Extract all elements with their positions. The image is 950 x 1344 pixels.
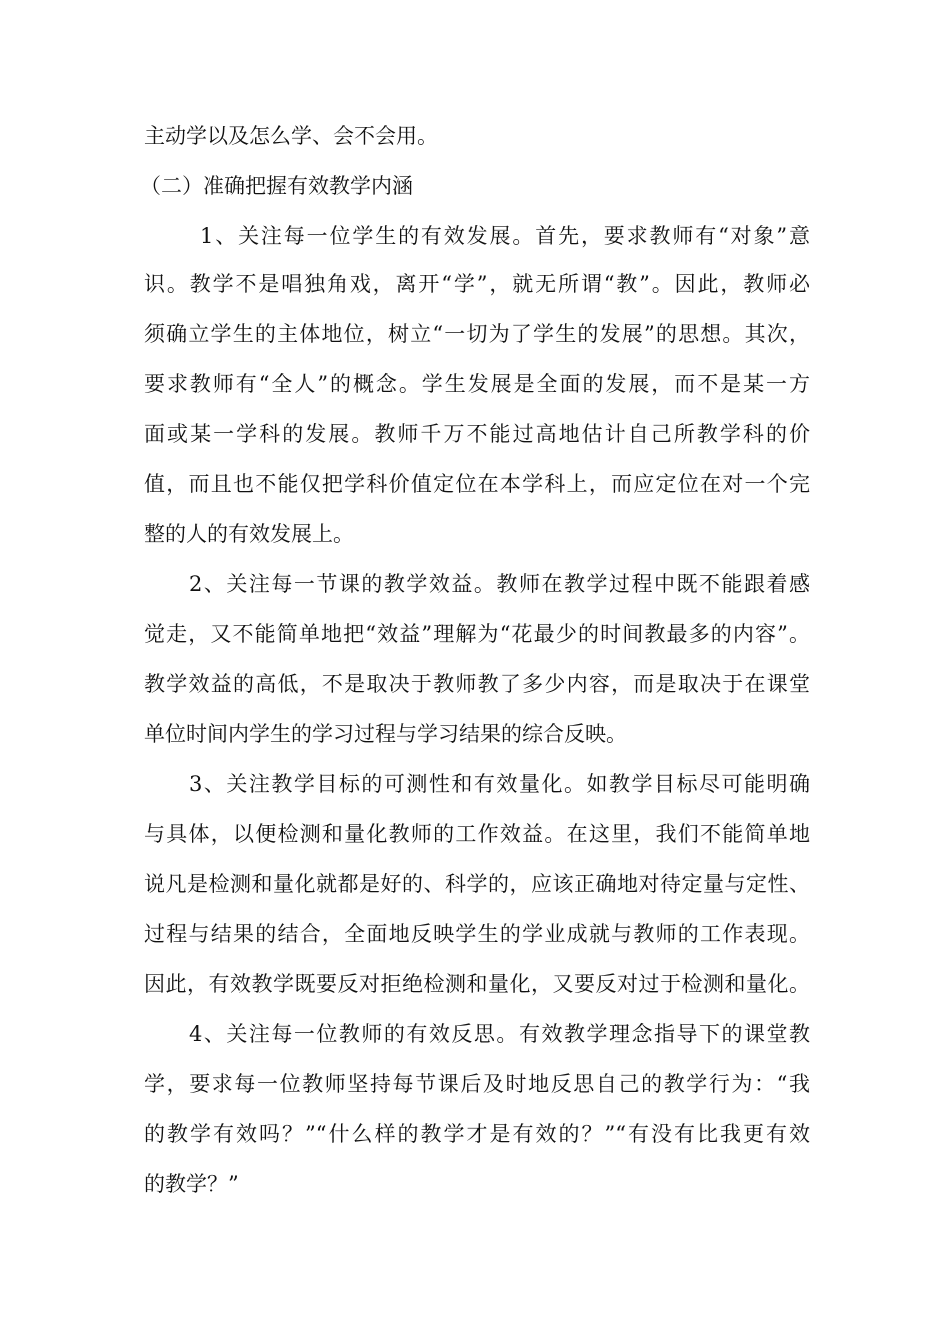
paragraph-4-line: 4、关注每一位教师的有效反思。有效教学理念指导下的课堂教 [189, 1022, 810, 1046]
section-heading: （二）准确把握有效教学内涵 [140, 174, 413, 198]
paragraph-3-line: 过程与结果的结合，全面地反映学生的学业成就与教师的工作表现。 [144, 922, 810, 946]
paragraph-2-line: 教学效益的高低，不是取决于教师教了多少内容，而是取决于在课堂 [144, 672, 810, 696]
paragraph-1-line: 要求教师有“全人”的概念。学生发展是全面的发展，而不是某一方 [144, 372, 810, 396]
paragraph-2-line: 觉走，又不能简单地把“效益”理解为“花最少的时间教最多的内容”。 [144, 622, 810, 646]
text-line: 主动学以及怎么学、会不会用。 [144, 124, 438, 148]
paragraph-3-line: 与具体，以便检测和量化教师的工作效益。在这里，我们不能简单地 [144, 822, 810, 846]
paragraph-3-line: 说凡是检测和量化就都是好的、科学的，应该正确地对待定量与定性、 [144, 872, 810, 896]
paragraph-4-line: 的教学？” [144, 1172, 239, 1196]
paragraph-1-line: 识。教学不是唱独角戏，离开“学”，就无所谓“教”。因此，教师必 [144, 272, 810, 296]
paragraph-4-line: 学，要求每一位教师坚持每节课后及时地反思自己的教学行为：“我 [144, 1072, 810, 1096]
paragraph-1-line: 须确立学生的主体地位，树立“一切为了学生的发展”的思想。其次， [144, 322, 810, 346]
paragraph-3-line: 因此，有效教学既要反对拒绝检测和量化，又要反对过于检测和量化。 [144, 972, 810, 996]
paragraph-2-line: 2、关注每一节课的教学效益。教师在教学过程中既不能跟着感 [189, 572, 810, 596]
paragraph-1-line: 1、关注每一位学生的有效发展。首先，要求教师有“对象”意 [200, 224, 810, 248]
paragraph-3-line: 3、关注教学目标的可测性和有效量化。如教学目标尽可能明确 [189, 772, 810, 796]
paragraph-1-line: 值，而且也不能仅把学科价值定位在本学科上，而应定位在对一个完 [144, 472, 810, 496]
paragraph-2-line: 单位时间内学生的学习过程与学习结果的综合反映。 [144, 722, 627, 746]
paragraph-4-line: 的教学有效吗？”“什么样的教学才是有效的？”“有没有比我更有效 [144, 1122, 810, 1146]
paragraph-1-line: 整的人的有效发展上。 [144, 522, 354, 546]
paragraph-1-line: 面或某一学科的发展。教师千万不能过高地估计自己所教学科的价 [144, 422, 810, 446]
